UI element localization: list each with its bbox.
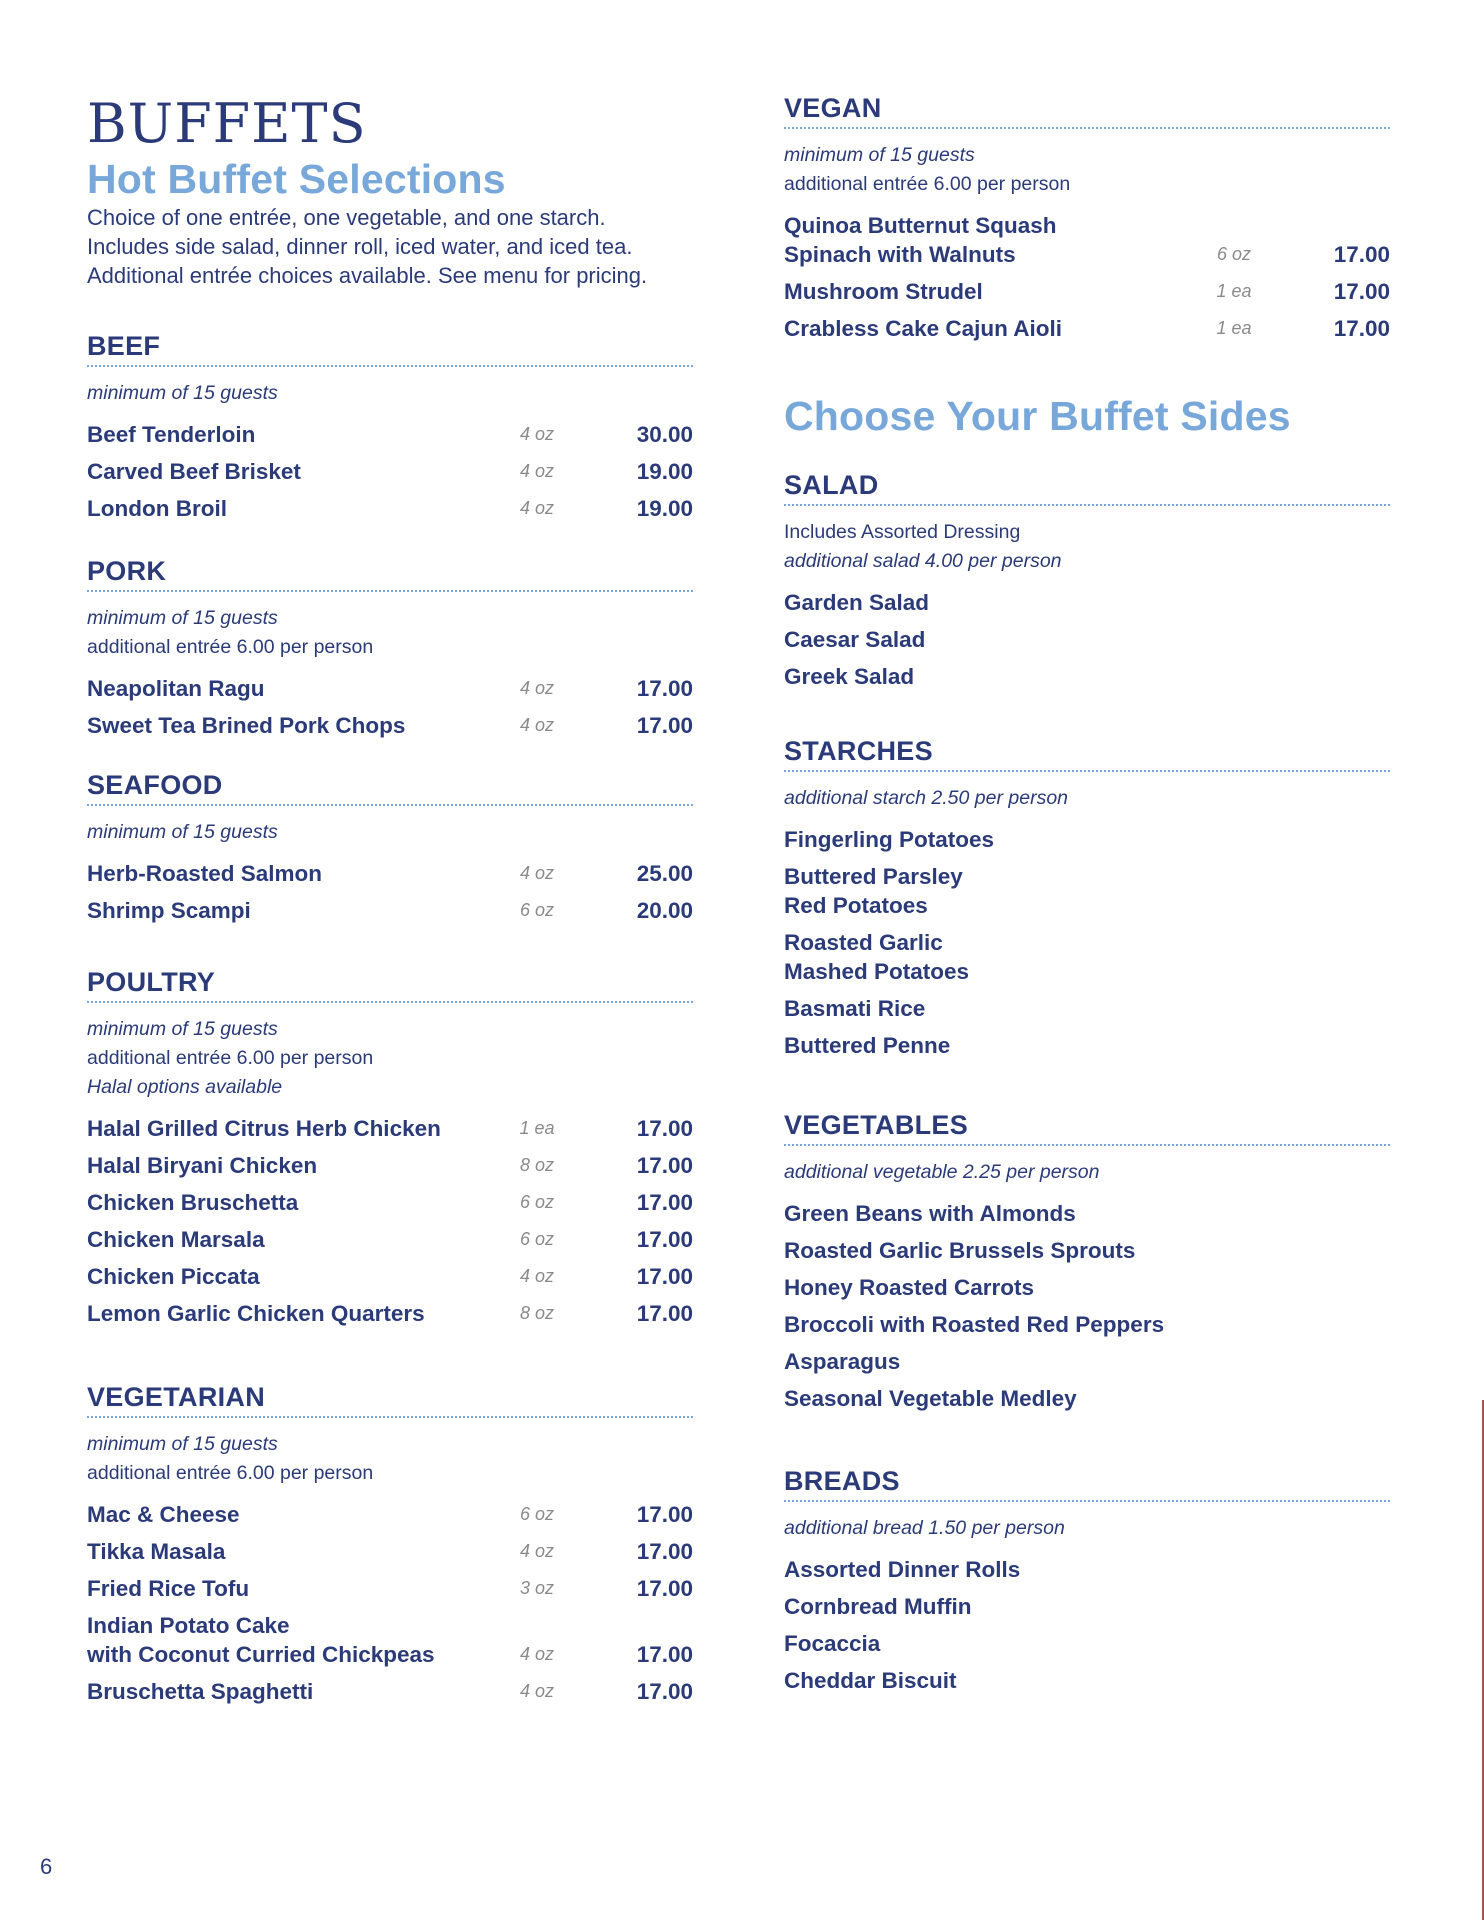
section-note: minimum of 15 guests	[87, 821, 278, 843]
section-notes	[87, 1430, 693, 1488]
item-name	[784, 662, 1224, 691]
item-name	[784, 211, 1224, 269]
menu-item	[784, 1343, 1390, 1380]
menu-item	[87, 1533, 693, 1570]
section-vegan	[784, 89, 1390, 347]
hot-buffet-heading: Hot Buffet Selections	[87, 156, 506, 202]
item-price: 17.00	[636, 1116, 693, 1141]
menu-item	[784, 1662, 1390, 1699]
item-name-line: Seasonal Vegetable Medley	[784, 1386, 1077, 1411]
section-title: POULTRY	[87, 963, 693, 1003]
section-beef	[87, 327, 693, 527]
item-name	[87, 1114, 527, 1143]
section-note: additional starch 2.50 per person	[784, 787, 1069, 809]
menu-item	[784, 310, 1390, 347]
item-price: 17.00	[1333, 279, 1390, 304]
item-name	[87, 1537, 527, 1566]
item-portion: 6 oz	[519, 1192, 555, 1212]
section-title: SALAD	[784, 466, 1390, 506]
item-name-line: Chicken Marsala	[87, 1227, 265, 1252]
item-price: 25.00	[636, 861, 693, 886]
item-name	[784, 862, 1224, 920]
menu-item	[87, 670, 693, 707]
menu-item	[87, 453, 693, 490]
menu-item	[87, 1570, 693, 1607]
item-name-line: Buttered Parsley	[784, 864, 963, 889]
item-name	[87, 420, 527, 449]
menu-item	[784, 1588, 1390, 1625]
intro-line: Includes side salad, dinner roll, iced water, and iced tea.	[87, 234, 633, 259]
section-title: BREADS	[784, 1462, 1390, 1502]
section-notes	[784, 784, 1390, 813]
item-portion: 4 oz	[519, 678, 555, 698]
item-name-line: Greek Salad	[784, 664, 915, 689]
item-name	[784, 1384, 1224, 1413]
item-portion: 4 oz	[519, 1266, 555, 1286]
intro-line: Additional entrée choices available. See menu for pricing.	[87, 263, 648, 288]
section-poultry	[87, 963, 693, 1332]
menu-item	[87, 416, 693, 453]
item-portion: 4 oz	[519, 498, 555, 518]
section-note: additional vegetable 2.25 per person	[784, 1161, 1100, 1183]
item-portion: 3 oz	[519, 1578, 555, 1598]
menu-item	[87, 1496, 693, 1533]
page-title: BUFFETS	[87, 92, 367, 155]
menu-item	[784, 273, 1390, 310]
item-name	[784, 1666, 1224, 1695]
section-notes	[784, 1514, 1390, 1543]
item-name	[784, 1592, 1224, 1621]
item-name	[784, 1347, 1224, 1376]
item-name-line: Focaccia	[784, 1631, 881, 1656]
item-name	[87, 1574, 527, 1603]
section-title: VEGETABLES	[784, 1106, 1390, 1146]
item-price: 17.00	[1333, 242, 1390, 267]
item-name	[784, 1236, 1224, 1265]
item-price: 17.00	[636, 676, 693, 701]
item-name-line: Chicken Piccata	[87, 1264, 260, 1289]
item-portion: 4 oz	[519, 715, 555, 735]
section-notes	[87, 1015, 693, 1102]
section-title: STARCHES	[784, 732, 1390, 772]
item-name	[87, 674, 527, 703]
menu-item	[87, 1607, 693, 1673]
section-title: BEEF	[87, 327, 693, 367]
item-name-line: Quinoa Butternut Squash	[784, 213, 1057, 238]
section-pork	[87, 552, 693, 744]
item-price: 17.00	[636, 1301, 693, 1326]
item-name	[784, 928, 1224, 986]
item-name-line: Cornbread Muffin	[784, 1594, 972, 1619]
item-name-line: Mashed Potatoes	[784, 959, 970, 984]
section-title: VEGAN	[784, 89, 1390, 129]
item-name	[87, 1500, 527, 1529]
menu-item	[87, 1184, 693, 1221]
item-name-line: Lemon Garlic Chicken Quarters	[87, 1301, 425, 1326]
item-price: 17.00	[636, 1153, 693, 1178]
item-name	[784, 1031, 1224, 1060]
item-portion: 8 oz	[519, 1303, 555, 1323]
buffet-sides-heading: Choose Your Buffet Sides	[784, 393, 1291, 439]
item-portion: 1 ea	[1216, 318, 1252, 338]
section-title: VEGETARIAN	[87, 1378, 693, 1418]
item-name-line: London Broil	[87, 496, 227, 521]
item-price: 19.00	[636, 459, 693, 484]
section-note: additional bread 1.50 per person	[784, 1517, 1065, 1539]
menu-item	[87, 1110, 693, 1147]
intro-text	[87, 203, 647, 290]
item-name-line: Tikka Masala	[87, 1539, 226, 1564]
item-name	[87, 1677, 527, 1706]
section-note: additional salad 4.00 per person	[784, 550, 1062, 572]
item-portion: 1 ea	[519, 1118, 555, 1138]
menu-item	[784, 924, 1390, 990]
item-name	[87, 494, 527, 523]
item-name-line: Carved Beef Brisket	[87, 459, 301, 484]
section-note: minimum of 15 guests	[87, 607, 278, 629]
item-name-line: Cheddar Biscuit	[784, 1668, 957, 1693]
menu-item-list	[87, 416, 693, 527]
item-name	[784, 1555, 1224, 1584]
menu-item-list	[87, 670, 693, 744]
section-seafood	[87, 766, 693, 929]
section-note: additional entrée 6.00 per person	[87, 636, 374, 658]
menu-item	[784, 1551, 1390, 1588]
menu-item	[784, 207, 1390, 273]
item-name-line: Mac & Cheese	[87, 1502, 240, 1527]
item-name	[87, 1611, 527, 1669]
item-name-line: Shrimp Scampi	[87, 898, 251, 923]
item-name-line: Chicken Bruschetta	[87, 1190, 299, 1215]
item-portion: 4 oz	[519, 424, 555, 444]
section-notes	[784, 1158, 1390, 1187]
item-name-line: Sweet Tea Brined Pork Chops	[87, 713, 406, 738]
menu-item	[87, 1295, 693, 1332]
item-name-line: Buttered Penne	[784, 1033, 951, 1058]
item-name	[784, 825, 1224, 854]
item-price: 17.00	[636, 1190, 693, 1215]
item-name-line: Honey Roasted Carrots	[784, 1275, 1035, 1300]
item-name	[87, 859, 527, 888]
item-name	[784, 1199, 1224, 1228]
section-title: PORK	[87, 552, 693, 592]
section-starches	[784, 732, 1390, 1064]
item-name-line: Crabless Cake Cajun Aioli	[784, 316, 1063, 341]
item-name	[784, 994, 1224, 1023]
item-portion: 8 oz	[519, 1155, 555, 1175]
item-portion: 1 ea	[1216, 281, 1252, 301]
section-vegetarian	[87, 1378, 693, 1710]
item-name-line: Basmati Rice	[784, 996, 926, 1021]
menu-item-list	[87, 1496, 693, 1710]
item-name-line: Halal Biryani Chicken	[87, 1153, 318, 1178]
menu-item	[784, 990, 1390, 1027]
section-note: minimum of 15 guests	[87, 1018, 278, 1040]
menu-item	[784, 658, 1390, 695]
item-name-line: Bruschetta Spaghetti	[87, 1679, 314, 1704]
section-salad	[784, 466, 1390, 695]
menu-item	[87, 892, 693, 929]
section-note: minimum of 15 guests	[87, 382, 278, 404]
item-name	[784, 588, 1224, 617]
menu-item	[87, 1673, 693, 1710]
item-price: 17.00	[636, 1264, 693, 1289]
item-name	[87, 711, 527, 740]
item-name	[87, 1262, 527, 1291]
item-price: 17.00	[636, 1679, 693, 1704]
item-portion: 4 oz	[519, 1681, 555, 1701]
section-note: Includes Assorted Dressing	[784, 521, 1021, 543]
menu-item-list	[784, 1195, 1390, 1417]
item-name-line: Fingerling Potatoes	[784, 827, 995, 852]
section-breads	[784, 1462, 1390, 1699]
item-name-line: Assorted Dinner Rolls	[784, 1557, 1021, 1582]
menu-item	[784, 1195, 1390, 1232]
menu-item	[87, 1221, 693, 1258]
item-portion: 4 oz	[519, 863, 555, 883]
section-notes	[784, 518, 1390, 576]
menu-item	[784, 821, 1390, 858]
section-notes	[87, 818, 693, 847]
item-price: 17.00	[636, 1502, 693, 1527]
item-name-line: Caesar Salad	[784, 627, 926, 652]
item-name-line: Asparagus	[784, 1349, 901, 1374]
item-name-line: Garden Salad	[784, 590, 930, 615]
menu-item	[784, 1306, 1390, 1343]
menu-item-list	[784, 1551, 1390, 1699]
menu-item	[784, 584, 1390, 621]
menu-item	[87, 1147, 693, 1184]
section-note: Halal options available	[87, 1076, 283, 1098]
section-note: additional entrée 6.00 per person	[87, 1462, 374, 1484]
item-name-line: Indian Potato Cake	[87, 1613, 290, 1638]
item-price: 17.00	[636, 1576, 693, 1601]
menu-item	[784, 1269, 1390, 1306]
menu-item	[784, 858, 1390, 924]
item-name-line: Halal Grilled Citrus Herb Chicken	[87, 1116, 441, 1141]
item-name	[784, 1310, 1224, 1339]
item-price: 19.00	[636, 496, 693, 521]
item-price: 17.00	[636, 1539, 693, 1564]
item-name	[784, 1629, 1224, 1658]
menu-item-list	[87, 855, 693, 929]
section-title: SEAFOOD	[87, 766, 693, 806]
item-name-line: Spinach with Walnuts	[784, 242, 1016, 267]
item-name-line: Beef Tenderloin	[87, 422, 256, 447]
section-vegetables	[784, 1106, 1390, 1417]
menu-item	[784, 621, 1390, 658]
item-name-line: Mushroom Strudel	[784, 279, 983, 304]
item-portion: 4 oz	[519, 1644, 555, 1664]
item-price: 17.00	[1333, 316, 1390, 341]
item-name-line: Herb-Roasted Salmon	[87, 861, 323, 886]
item-name-line: with Coconut Curried Chickpeas	[87, 1642, 435, 1667]
menu-item	[87, 707, 693, 744]
item-name	[784, 277, 1224, 306]
item-name	[87, 1299, 527, 1328]
item-name-line: Green Beans with Almonds	[784, 1201, 1076, 1226]
section-notes	[87, 604, 693, 662]
item-portion: 4 oz	[519, 461, 555, 481]
item-name-line: Fried Rice Tofu	[87, 1576, 250, 1601]
menu-item	[87, 490, 693, 527]
menu-item	[87, 1258, 693, 1295]
item-price: 17.00	[636, 1642, 693, 1667]
item-portion: 4 oz	[519, 1541, 555, 1561]
item-name	[784, 1273, 1224, 1302]
item-price: 20.00	[636, 898, 693, 923]
menu-item	[784, 1232, 1390, 1269]
item-portion: 6 oz	[519, 900, 555, 920]
menu-item-list	[784, 821, 1390, 1064]
item-name	[784, 625, 1224, 654]
section-note: additional entrée 6.00 per person	[87, 1047, 374, 1069]
section-note: minimum of 15 guests	[87, 1433, 278, 1455]
item-name	[784, 314, 1224, 343]
item-name-line: Red Potatoes	[784, 893, 928, 918]
item-price: 17.00	[636, 1227, 693, 1252]
item-name	[87, 1151, 527, 1180]
item-name-line: Roasted Garlic Brussels Sprouts	[784, 1238, 1136, 1263]
menu-item	[784, 1380, 1390, 1417]
page-number: 6	[40, 1854, 53, 1879]
item-name-line: Neapolitan Ragu	[87, 676, 265, 701]
item-name-line: Roasted Garlic	[784, 930, 943, 955]
item-portion: 6 oz	[519, 1504, 555, 1524]
item-name	[87, 896, 527, 925]
menu-item-list	[87, 1110, 693, 1332]
item-name-line: Broccoli with Roasted Red Peppers	[784, 1312, 1165, 1337]
menu-item-list	[784, 584, 1390, 695]
menu-item	[784, 1625, 1390, 1662]
item-price: 30.00	[636, 422, 693, 447]
item-name	[87, 457, 527, 486]
item-portion: 6 oz	[1216, 244, 1252, 264]
item-name	[87, 1188, 527, 1217]
section-notes	[87, 379, 693, 408]
item-name	[87, 1225, 527, 1254]
menu-item	[87, 855, 693, 892]
section-note: minimum of 15 guests	[784, 144, 975, 166]
section-notes	[784, 141, 1390, 199]
section-note: additional entrée 6.00 per person	[784, 173, 1071, 195]
item-price: 17.00	[636, 713, 693, 738]
menu-item-list	[784, 207, 1390, 347]
intro-line: Choice of one entrée, one vegetable, and one starch.	[87, 205, 606, 230]
item-portion: 6 oz	[519, 1229, 555, 1249]
menu-item	[784, 1027, 1390, 1064]
